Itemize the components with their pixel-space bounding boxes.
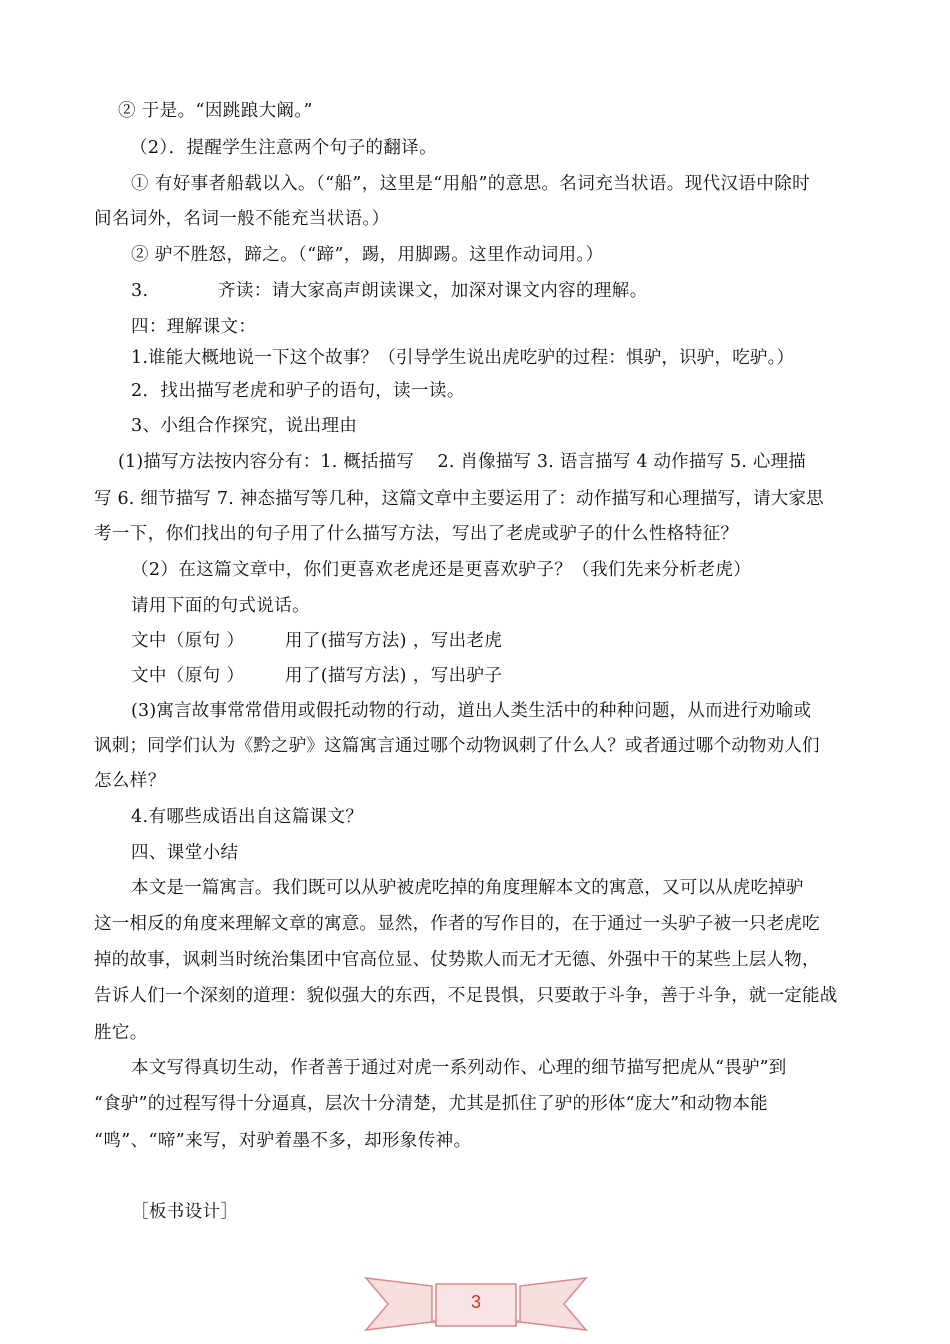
text-line: (1)描写方法按内容分有：1. 概括描写 2. 肖像描写 3. 语言描写 4 动作描写 5. 心理描 — [118, 452, 806, 472]
sentence-pattern-start: 文中（原句 ） — [131, 666, 245, 686]
text-line: 胜它。 — [94, 1023, 148, 1043]
text-line: 4.有哪些成语出自这篇课文？ — [131, 807, 364, 827]
text-line: 怎么样？ — [94, 771, 166, 791]
section-heading: 四、课堂小结 — [131, 843, 239, 863]
text-line: 告诉人们一个深刻的道理：貌似强大的东西，不足畏惧，只要敢于斗争，善于斗争，就一定能战 — [94, 986, 838, 1006]
sentence-pattern-end: 用了(描写方法) ，写出驴子 — [285, 666, 503, 686]
text-line: 考一下，你们找出的句子用了什么描写方法，写出了老虎或驴子的什么性格特征？ — [94, 524, 739, 544]
text-line: “食驴”的过程写得十分逼真，层次十分清楚，尤其是抓住了驴的形体“庞大”和动物本能 — [94, 1094, 768, 1114]
text-line: 齐读：请大家高声朗读课文，加深对课文内容的理解。 — [218, 281, 648, 301]
text-line: 这一相反的角度来理解文章的寓意。显然，作者的写作目的，在于通过一头驴子被一只老虎吃 — [94, 914, 820, 934]
text-line: 1.谁能大概地说一下这个故事？（引导学生说出虎吃驴的过程：惧驴，识驴，吃驴。） — [131, 348, 795, 368]
text-line: （2）．提醒学生注意两个句子的翻译。 — [130, 138, 438, 158]
board-design-heading: ［板书设计］ — [131, 1202, 239, 1222]
text-line: 间名词外，名词一般不能充当状语。） — [94, 209, 390, 229]
text-line: 2．找出描写老虎和驴子的语句，读一读。 — [131, 381, 465, 401]
text-line: ① 有好事者船载以入。（“船”，这里是“用船”的意思。名词充当状语。现代汉语中除时 — [131, 174, 810, 194]
text-line: “鸣”、“啼”来写，对驴着墨不多，却形象传神。 — [94, 1131, 472, 1151]
text-line: 本文是一篇寓言。我们既可以从驴被虎吃掉的角度理解本文的寓意，又可以从虎吃掉驴 — [131, 878, 804, 898]
text-line: 3、小组合作探究，说出理由 — [131, 416, 358, 436]
text-line: 掉的故事，讽刺当时统治集团中官高位显、仗势欺人而无才无德、外强中干的某些上层人物， — [94, 950, 820, 970]
text-line: 讽刺；同学们认为《黔之驴》这篇寓言通过哪个动物讽刺了什么人？或者通过哪个动物劝人们 — [94, 736, 820, 756]
text-line: ② 于是。“因跳踉大阚。” — [118, 101, 313, 121]
list-number: 3. — [131, 281, 149, 301]
page-number: 3 — [470, 1292, 481, 1312]
sentence-pattern-end: 用了(描写方法) ，写出老虎 — [285, 631, 503, 651]
section-heading: 四：理解课文： — [131, 317, 257, 337]
text-line: （2）在这篇文章中，你们更喜欢老虎还是更喜欢驴子？（我们先来分析老虎） — [131, 560, 752, 580]
text-line: ② 驴不胜怒，蹄之。（“蹄”，踢，用脚踢。这里作动词用。） — [131, 245, 604, 265]
text-line: 请用下面的句式说话。 — [131, 596, 310, 616]
text-line: 本文写得真切生动，作者善于通过对虎一系列动作、心理的细节描写把虎从“畏驴”到 — [131, 1058, 787, 1078]
text-line: (3)寓言故事常常借用或假托动物的行动，道出人类生活中的种种问题，从而进行劝喻或 — [131, 701, 812, 721]
sentence-pattern-start: 文中（原句 ） — [131, 631, 245, 651]
text-line: 写 6. 细节描写 7. 神态描写等几种，这篇文章中主要运用了：动作描写和心理描写，请大家思 — [94, 489, 824, 509]
